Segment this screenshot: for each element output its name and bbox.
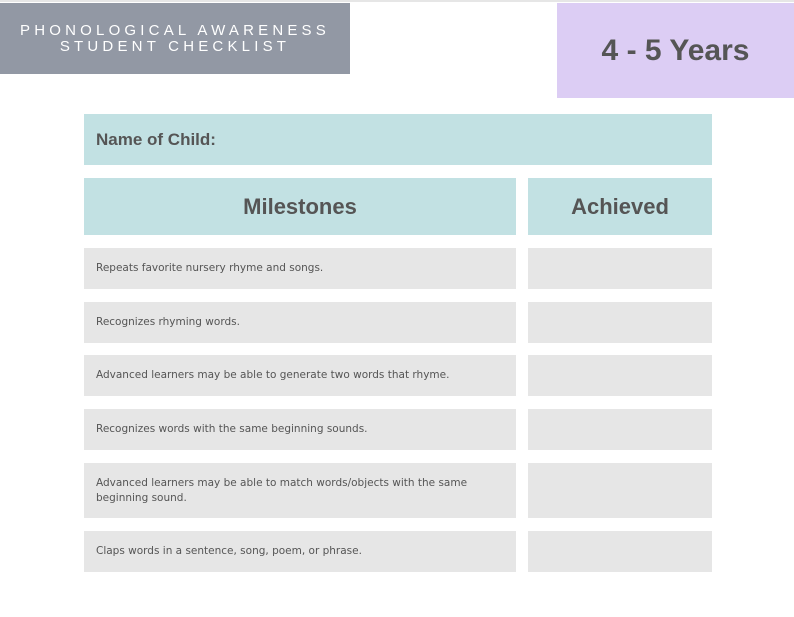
milestones-column-header: Milestones xyxy=(84,178,516,235)
age-range-badge: 4 - 5 Years xyxy=(557,3,794,98)
milestone-cell: Advanced learners may be able to match words/objects with the same beginning sound. xyxy=(84,463,516,518)
milestone-cell: Recognizes words with the same beginning sounds. xyxy=(84,409,516,450)
child-name-label: Name of Child: xyxy=(96,129,216,149)
achieved-checkbox-cell[interactable] xyxy=(528,248,712,289)
achieved-checkbox-cell[interactable] xyxy=(528,355,712,396)
achieved-column-header: Achieved xyxy=(528,178,712,235)
top-divider xyxy=(0,0,794,2)
achieved-checkbox-cell[interactable] xyxy=(528,531,712,572)
milestone-cell: Repeats favorite nursery rhyme and songs. xyxy=(84,248,516,289)
child-name-field[interactable] xyxy=(84,114,712,165)
milestone-cell: Claps words in a sentence, song, poem, or phrase. xyxy=(84,531,516,572)
title-line-2: STUDENT CHECKLIST xyxy=(59,37,291,55)
achieved-checkbox-cell[interactable] xyxy=(528,302,712,343)
milestone-cell: Advanced learners may be able to generate two words that rhyme. xyxy=(84,355,516,396)
achieved-checkbox-cell[interactable] xyxy=(528,463,712,518)
achieved-checkbox-cell[interactable] xyxy=(528,409,712,450)
milestone-cell: Recognizes rhyming words. xyxy=(84,302,516,343)
title-line-1: PHONOLOGICAL AWARENESS xyxy=(20,21,330,39)
checklist-title-banner xyxy=(0,3,350,74)
